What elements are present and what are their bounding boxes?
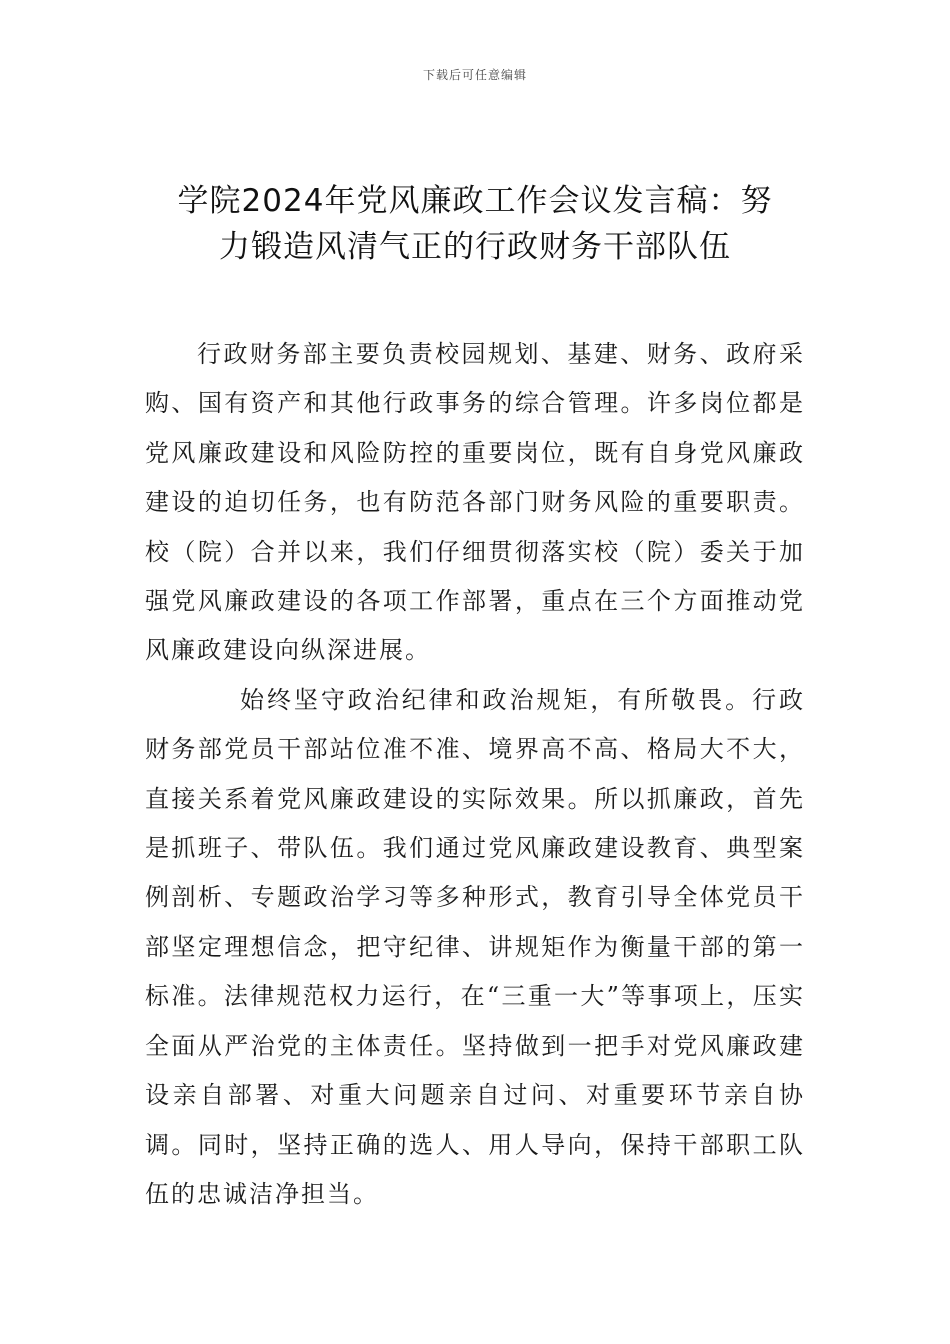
document-body — [145, 330, 805, 1219]
document-title — [140, 178, 810, 270]
header-note: 下载后可任意编辑 — [422, 68, 527, 82]
paragraph-2: 始终坚守政治纪律和政治规矩，有所敬畏。行政财务部党员干部站位准不准、境界高不高、格局大不大，直接关系着党风廉政建设的实际效果。所以抓廉政，首先是抓班子、带队伍。我们通过党风廉政建设教育、典型案例剖析、专题政治学习等多种形式，教育引导全体党员干部坚定理想信念，把守纪律、讲规矩作为衡量干部的第一标准。法律规范权力运行，在“三重一大”等事项上，压实全面从严治党的主体责任。坚持做到一把手对党风廉政建设亲自部署、对重大问题亲自过问、对重要环节亲自协调。同时，坚持正确的选人、用人导向，保持干部职工队伍的忠诚洁净担当。 — [145, 685, 805, 1208]
title-line-1: 学院2024年党风廉政工作会议发言稿：努 — [177, 183, 773, 219]
title-line-2: 力锻造风清气正的行政财务干部队伍 — [219, 229, 731, 265]
paragraph-1: 行政财务部主要负责校园规划、基建、财务、政府采购、国有资产和其他行政事务的综合管理。许多岗位都是党风廉政建设和风险防控的重要岗位，既有自身党风廉政建设的迫切任务，也有防范各部门财务风险的重要职责。校（院）合并以来，我们仔细贯彻落实校（院）委关于加强党风廉政建设的各项工作部署，重点在三个方面推动党风廉政建设向纵深进展。 — [145, 340, 805, 665]
